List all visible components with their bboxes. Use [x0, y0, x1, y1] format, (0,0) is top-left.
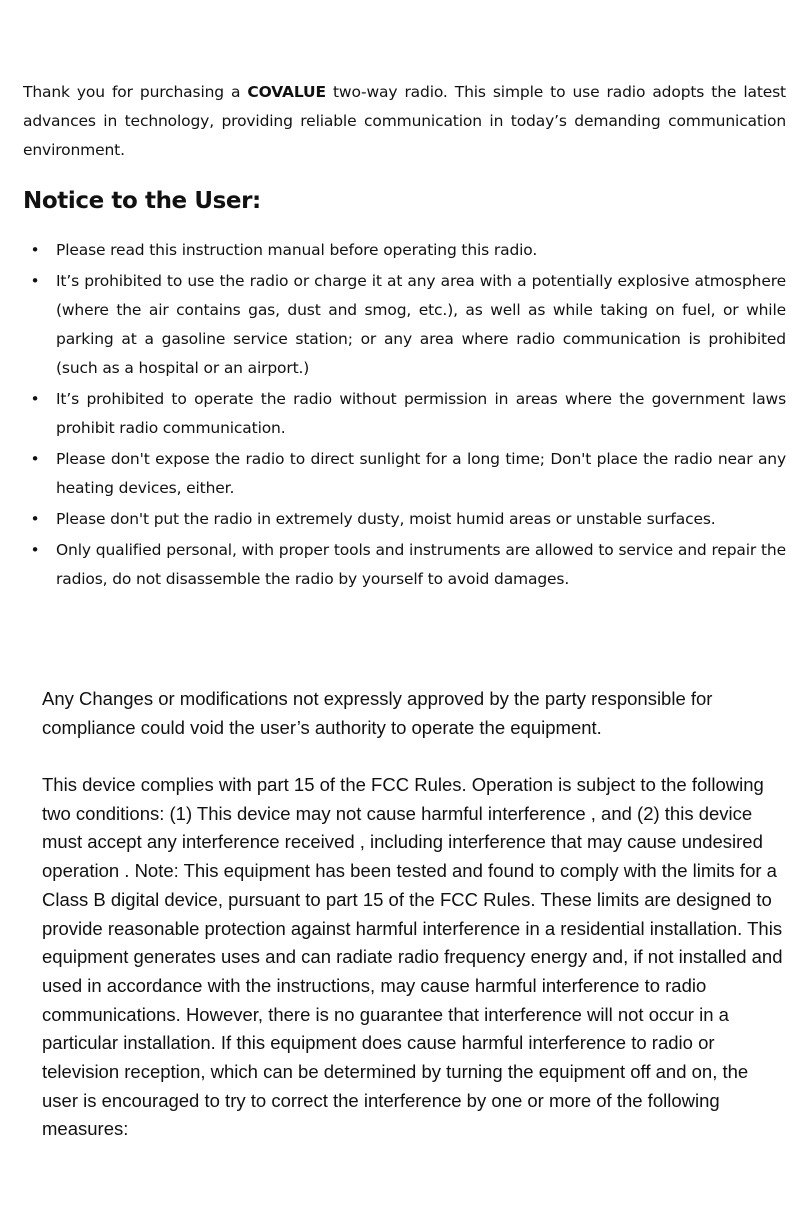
notice-item — [23, 445, 786, 503]
notice-item-text: Please don't put the radio in extremely dusty, moist humid areas or unstable surfaces. — [56, 510, 716, 528]
notice-item — [23, 236, 786, 265]
notice-heading: Notice to the User: — [23, 188, 261, 214]
notice-item — [23, 536, 786, 594]
notice-item — [23, 505, 786, 534]
fcc-modification-notice: Any Changes or modifications not expressly approved by the party responsible for compliance could void the user’s authority to operate the equipment. — [42, 688, 713, 738]
bullet-icon: • — [30, 390, 40, 408]
notice-list — [23, 236, 786, 596]
brand-name: COVALUE — [247, 82, 326, 101]
bullet-icon: • — [30, 541, 40, 559]
notice-item-text: It’s prohibited to operate the radio without permission in areas where the government laws prohibit radio communication. — [56, 390, 786, 437]
notice-item — [23, 267, 786, 383]
intro-paragraph — [23, 78, 786, 165]
fcc-compliance-statement: This device complies with part 15 of the FCC Rules. Operation is subject to the following two conditions: (1) This device may not cause harmful interference , and (2) this device must accept any interference received , including interference that may cause undesired operation . Note: This equipment has been tested and found to comply with the limits for a Class B digital device, pursuant to part 15 of the FCC Rules. These limits are designed to provide reasonable protection against harmful interference in a residential installation. This equipment generates uses and can radiate radio frequency energy and, if not installed and used in accordance with the instructions, may cause harmful interference to radio communications. However, there is no guarantee that interference will not occur in a particular installation. If this equipment does cause harmful interference to radio or television reception, which can be determined by turning the equipment off and on, the user is encouraged to try to correct the interference by one or more of the following measures: — [42, 774, 783, 1140]
bullet-icon: • — [30, 450, 40, 468]
bullet-icon: • — [30, 272, 40, 290]
notice-item-text: It’s prohibited to use the radio or charge it at any area with a potentially explosive atmosphere (where the air contains gas, dust and smog, etc.), as well as while taking on fuel, or while parking at a gasoline service station; or any area where radio communication is prohibited (such as a hospital or an airport.) — [56, 272, 786, 377]
notice-item-text: Please read this instruction manual before operating this radio. — [56, 241, 538, 259]
intro-text-before-brand: Thank you for purchasing a — [23, 82, 248, 101]
notice-item-text: Please don't expose the radio to direct sunlight for a long time; Don't place the radio near any heating devices, either. — [56, 450, 786, 497]
bullet-icon: • — [30, 510, 40, 528]
notice-item — [23, 385, 786, 443]
intro-text-after-brand: two-way radio. This simple to use radio adopts the latest advances in technology, providing reliable communication in today’s demanding communication environment. — [23, 82, 786, 159]
bullet-icon: • — [30, 241, 40, 259]
notice-item-text: Only qualified personal, with proper tools and instruments are allowed to service and repair the radios, do not disassemble the radio by yourself to avoid damages. — [56, 541, 786, 588]
